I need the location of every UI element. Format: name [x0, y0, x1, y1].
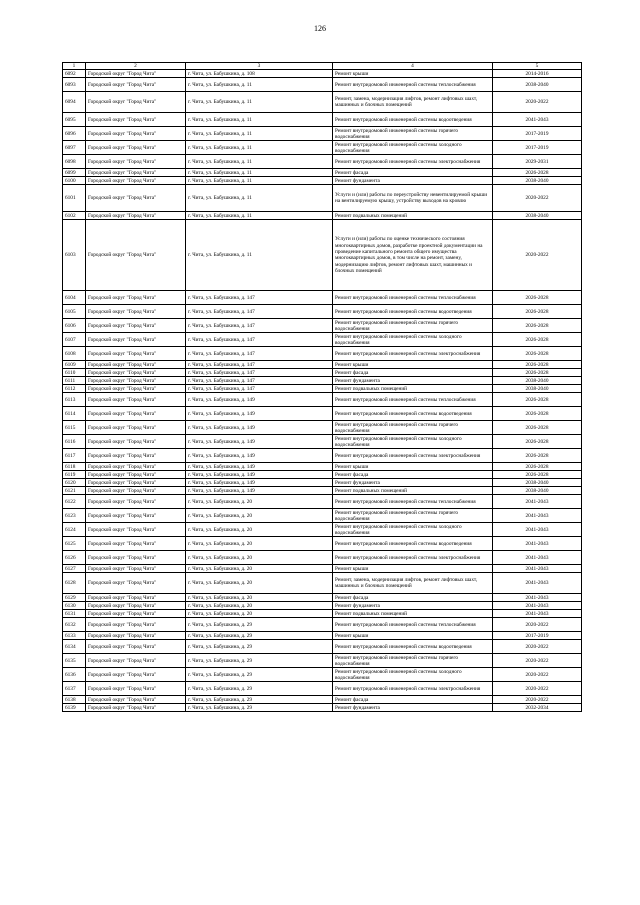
- table-row: [63, 479, 582, 487]
- municipality-cell: Городской округ "Город Чита": [86, 602, 186, 610]
- address-cell: г. Чита, ул. Бабушкина, д. 20: [186, 523, 333, 537]
- address-cell: г. Чита, ул. Бабушкина, д. 20: [186, 537, 333, 551]
- row-number-cell: 6104: [63, 291, 86, 305]
- municipality-cell: Городской округ "Город Чита": [86, 220, 186, 291]
- row-number-cell: 6137: [63, 682, 86, 696]
- row-number-cell: 6123: [63, 509, 86, 523]
- page-number: 126: [314, 24, 326, 33]
- municipality-cell: Городской округ "Город Чита": [86, 212, 186, 220]
- period-cell: 2038-2040: [493, 177, 582, 185]
- address-cell: г. Чита, ул. Бабушкина, д. 20: [186, 565, 333, 573]
- row-number-cell: 6133: [63, 632, 86, 640]
- row-number-cell: 6128: [63, 573, 86, 594]
- period-cell: 2026-2028: [493, 407, 582, 421]
- work-type-cell: Ремонт внутридомовой инженерной системы водоотведения: [333, 305, 493, 319]
- municipality-cell: Городской округ "Город Чита": [86, 155, 186, 169]
- period-cell: 2026-2028: [493, 347, 582, 361]
- municipality-cell: Городской округ "Город Чита": [86, 169, 186, 177]
- row-number-cell: 6126: [63, 551, 86, 565]
- period-cell: 2026-2028: [493, 421, 582, 435]
- table-row: [63, 435, 582, 449]
- row-number-cell: 6092: [63, 70, 86, 78]
- row-number-cell: 6101: [63, 185, 86, 212]
- address-cell: г. Чита, ул. Бабушкина, д. 147: [186, 333, 333, 347]
- period-cell: 2026-2028: [493, 291, 582, 305]
- municipality-cell: Городской округ "Город Чита": [86, 640, 186, 654]
- address-cell: г. Чита, ул. Бабушкина, д. 149: [186, 435, 333, 449]
- table-row: [63, 92, 582, 113]
- period-cell: 2032-2034: [493, 704, 582, 712]
- work-type-cell: Ремонт внутридомовой инженерной системы холодного водоснабжения: [333, 141, 493, 155]
- table-row: [63, 495, 582, 509]
- row-number-cell: 6121: [63, 487, 86, 495]
- period-cell: 2026-2028: [493, 449, 582, 463]
- table-row: [63, 169, 582, 177]
- work-type-cell: Ремонт фундамента: [333, 177, 493, 185]
- period-cell: 2020-2022: [493, 640, 582, 654]
- address-cell: г. Чита, ул. Бабушкина, д. 29: [186, 654, 333, 668]
- row-number-cell: 6130: [63, 602, 86, 610]
- municipality-cell: Городской округ "Город Чита": [86, 523, 186, 537]
- work-type-cell: Ремонт подвальных помещений: [333, 487, 493, 495]
- table-row: [63, 347, 582, 361]
- period-cell: 2041-2043: [493, 495, 582, 509]
- work-type-cell: Ремонт фасада: [333, 594, 493, 602]
- address-cell: г. Чита, ул. Бабушкина, д. 11: [186, 155, 333, 169]
- table-row: [63, 369, 582, 377]
- address-cell: г. Чита, ул. Бабушкина, д. 147: [186, 347, 333, 361]
- table-row: [63, 407, 582, 421]
- municipality-cell: Городской округ "Город Чита": [86, 333, 186, 347]
- work-type-cell: Ремонт крыши: [333, 565, 493, 573]
- address-cell: г. Чита, ул. Бабушкина, д. 20: [186, 573, 333, 594]
- municipality-cell: Городской округ "Город Чита": [86, 291, 186, 305]
- work-type-cell: Ремонт внутридомовой инженерной системы горячего водоснабжения: [333, 319, 493, 333]
- work-type-cell: Ремонт внутридомовой инженерной системы водоотведения: [333, 537, 493, 551]
- period-cell: 2041-2043: [493, 551, 582, 565]
- address-cell: г. Чита, ул. Бабушкина, д. 29: [186, 618, 333, 632]
- table-row: [63, 361, 582, 369]
- period-cell: 2038-2040: [493, 377, 582, 385]
- municipality-cell: Городской округ "Город Чита": [86, 682, 186, 696]
- table-row: [63, 573, 582, 594]
- table-row: [63, 185, 582, 212]
- address-cell: г. Чита, ул. Бабушкина, д. 29: [186, 640, 333, 654]
- municipality-cell: Городской округ "Город Чита": [86, 70, 186, 78]
- table-row: [63, 610, 582, 618]
- address-cell: г. Чита, ул. Бабушкина, д. 20: [186, 509, 333, 523]
- work-type-cell: Ремонт крыши: [333, 361, 493, 369]
- table-row: [63, 537, 582, 551]
- row-number-cell: 6098: [63, 155, 86, 169]
- work-type-cell: Ремонт крыши: [333, 70, 493, 78]
- table-row: [63, 155, 582, 169]
- work-type-cell: Ремонт внутридомовой инженерной системы холодного водоснабжения: [333, 668, 493, 682]
- work-type-cell: Ремонт внутридомовой инженерной системы горячего водоснабжения: [333, 654, 493, 668]
- work-type-cell: Ремонт внутридомовой инженерной системы горячего водоснабжения: [333, 509, 493, 523]
- period-cell: 2020-2022: [493, 668, 582, 682]
- row-number-cell: 6097: [63, 141, 86, 155]
- municipality-cell: Городской округ "Город Чита": [86, 551, 186, 565]
- period-cell: 2017-2019: [493, 127, 582, 141]
- address-cell: г. Чита, ул. Бабушкина, д. 29: [186, 696, 333, 704]
- work-type-cell: Ремонт внутридомовой инженерной системы теплоснабжения: [333, 393, 493, 407]
- table-row: [63, 385, 582, 393]
- period-cell: 2038-2040: [493, 487, 582, 495]
- municipality-cell: Городской округ "Город Чита": [86, 185, 186, 212]
- work-type-cell: Ремонт внутридомовой инженерной системы холодного водоснабжения: [333, 523, 493, 537]
- table-row: [63, 319, 582, 333]
- period-cell: 2041-2043: [493, 602, 582, 610]
- period-cell: 2026-2028: [493, 361, 582, 369]
- work-type-cell: Ремонт внутридомовой инженерной системы водоотведения: [333, 113, 493, 127]
- table-row: [63, 594, 582, 602]
- address-cell: г. Чита, ул. Бабушкина, д. 29: [186, 668, 333, 682]
- municipality-cell: Городской округ "Город Чита": [86, 618, 186, 632]
- address-cell: г. Чита, ул. Бабушкина, д. 147: [186, 291, 333, 305]
- table-row: [63, 141, 582, 155]
- work-type-cell: Ремонт фасада: [333, 369, 493, 377]
- municipality-cell: Городской округ "Город Чита": [86, 377, 186, 385]
- period-cell: 2020-2022: [493, 654, 582, 668]
- address-cell: г. Чита, ул. Бабушкина, д. 20: [186, 551, 333, 565]
- period-cell: 2041-2043: [493, 509, 582, 523]
- row-number-cell: 6115: [63, 421, 86, 435]
- address-cell: г. Чита, ул. Бабушкина, д. 147: [186, 305, 333, 319]
- table-row: [63, 618, 582, 632]
- address-cell: г. Чита, ул. Бабушкина, д. 147: [186, 385, 333, 393]
- table-row: [63, 565, 582, 573]
- work-type-cell: Ремонт фундамента: [333, 602, 493, 610]
- work-type-cell: Ремонт внутридомовой инженерной системы теплоснабжения: [333, 495, 493, 509]
- address-cell: г. Чита, ул. Бабушкина, д. 29: [186, 682, 333, 696]
- municipality-cell: Городской округ "Город Чита": [86, 113, 186, 127]
- work-type-cell: Ремонт фундамента: [333, 377, 493, 385]
- table-row: [63, 632, 582, 640]
- work-type-cell: Ремонт подвальных помещений: [333, 385, 493, 393]
- row-number-cell: 6112: [63, 385, 86, 393]
- row-number-cell: 6105: [63, 305, 86, 319]
- row-number-cell: 6138: [63, 696, 86, 704]
- period-cell: 2017-2019: [493, 141, 582, 155]
- work-type-cell: Ремонт подвальных помещений: [333, 610, 493, 618]
- address-cell: г. Чита, ул. Бабушкина, д. 11: [186, 127, 333, 141]
- row-number-cell: 6094: [63, 92, 86, 113]
- address-cell: г. Чита, ул. Бабушкина, д. 29: [186, 632, 333, 640]
- period-cell: 2020-2022: [493, 696, 582, 704]
- work-type-cell: Ремонт внутридомовой инженерной системы горячего водоснабжения: [333, 421, 493, 435]
- row-number-cell: 6135: [63, 654, 86, 668]
- table-row: [63, 449, 582, 463]
- period-cell: 2017-2019: [493, 632, 582, 640]
- work-type-cell: Ремонт крыши: [333, 632, 493, 640]
- municipality-cell: Городской округ "Город Чита": [86, 347, 186, 361]
- table-row: [63, 602, 582, 610]
- address-cell: г. Чита, ул. Бабушкина, д. 11: [186, 92, 333, 113]
- row-number-cell: 6108: [63, 347, 86, 361]
- row-number-cell: 6124: [63, 523, 86, 537]
- work-type-cell: Ремонт внутридомовой инженерной системы водоотведения: [333, 640, 493, 654]
- work-type-cell: Ремонт фасада: [333, 696, 493, 704]
- municipality-cell: Городской округ "Город Чита": [86, 573, 186, 594]
- table-row: [63, 113, 582, 127]
- period-cell: 2026-2028: [493, 305, 582, 319]
- row-number-cell: 6100: [63, 177, 86, 185]
- work-type-cell: Ремонт внутридомовой инженерной системы горячего водоснабжения: [333, 127, 493, 141]
- municipality-cell: Городской округ "Город Чита": [86, 407, 186, 421]
- period-cell: 2041-2043: [493, 594, 582, 602]
- column-header-1: 1: [63, 63, 86, 70]
- period-cell: 2020-2022: [493, 92, 582, 113]
- period-cell: 2026-2028: [493, 169, 582, 177]
- address-cell: г. Чита, ул. Бабушкина, д. 108: [186, 70, 333, 78]
- column-number-header-row: [63, 63, 582, 70]
- period-cell: 2026-2028: [493, 463, 582, 471]
- table-row: [63, 220, 582, 291]
- address-cell: г. Чита, ул. Бабушкина, д. 20: [186, 610, 333, 618]
- address-cell: г. Чита, ул. Бабушкина, д. 149: [186, 421, 333, 435]
- address-cell: г. Чита, ул. Бабушкина, д. 11: [186, 177, 333, 185]
- municipality-cell: Городской округ "Город Чита": [86, 449, 186, 463]
- row-number-cell: 6119: [63, 471, 86, 479]
- period-cell: 2020-2022: [493, 682, 582, 696]
- municipality-cell: Городской округ "Город Чита": [86, 696, 186, 704]
- address-cell: г. Чита, ул. Бабушкина, д. 29: [186, 704, 333, 712]
- work-type-cell: Ремонт внутридомовой инженерной системы водоотведения: [333, 407, 493, 421]
- period-cell: 2026-2028: [493, 393, 582, 407]
- address-cell: г. Чита, ул. Бабушкина, д. 149: [186, 449, 333, 463]
- address-cell: г. Чита, ул. Бабушкина, д. 11: [186, 113, 333, 127]
- table-row: [63, 333, 582, 347]
- row-number-cell: 6109: [63, 361, 86, 369]
- row-number-cell: 6134: [63, 640, 86, 654]
- row-number-cell: 6139: [63, 704, 86, 712]
- period-cell: 2038-2040: [493, 78, 582, 92]
- work-type-cell: Ремонт внутридомовой инженерной системы электроснабжения: [333, 682, 493, 696]
- row-number-cell: 6111: [63, 377, 86, 385]
- work-type-cell: Услуги и (или) работы по оценке технического состояния многоквартирных домов, разработке проектной документации на проведение капитального ремонта общего имущества многоквартирных домов, в том числе на ремонт, замену, модернизацию лифтов, ремонт лифтовых шахт, машинных и блочных помещений: [333, 220, 493, 291]
- municipality-cell: Городской округ "Город Чита": [86, 654, 186, 668]
- work-type-cell: Ремонт подвальных помещений: [333, 212, 493, 220]
- table-row: [63, 78, 582, 92]
- work-type-cell: Ремонт внутридомовой инженерной системы теплоснабжения: [333, 291, 493, 305]
- municipality-cell: Городской округ "Город Чита": [86, 369, 186, 377]
- row-number-cell: 6132: [63, 618, 86, 632]
- municipality-cell: Городской округ "Город Чита": [86, 319, 186, 333]
- work-type-cell: Ремонт внутридомовой инженерной системы холодного водоснабжения: [333, 435, 493, 449]
- address-cell: г. Чита, ул. Бабушкина, д. 11: [186, 141, 333, 155]
- municipality-cell: Городской округ "Город Чита": [86, 141, 186, 155]
- row-number-cell: 6110: [63, 369, 86, 377]
- address-cell: г. Чита, ул. Бабушкина, д. 11: [186, 169, 333, 177]
- row-number-cell: 6118: [63, 463, 86, 471]
- table-row: [63, 704, 582, 712]
- column-header-2: 2: [86, 63, 186, 70]
- row-number-cell: 6096: [63, 127, 86, 141]
- period-cell: 2026-2028: [493, 319, 582, 333]
- work-type-cell: Ремонт фундамента: [333, 479, 493, 487]
- table-row: [63, 523, 582, 537]
- address-cell: г. Чита, ул. Бабушкина, д. 147: [186, 361, 333, 369]
- municipality-cell: Городской округ "Город Чита": [86, 385, 186, 393]
- municipality-cell: Городской округ "Город Чита": [86, 632, 186, 640]
- municipality-cell: Городской округ "Город Чита": [86, 704, 186, 712]
- address-cell: г. Чита, ул. Бабушкина, д. 149: [186, 487, 333, 495]
- municipality-cell: Городской округ "Город Чита": [86, 479, 186, 487]
- municipality-cell: Городской округ "Город Чита": [86, 393, 186, 407]
- period-cell: 2026-2028: [493, 369, 582, 377]
- work-type-cell: Ремонт внутридомовой инженерной системы теплоснабжения: [333, 78, 493, 92]
- row-number-cell: 6116: [63, 435, 86, 449]
- table-row: [63, 640, 582, 654]
- municipality-cell: Городской округ "Город Чита": [86, 487, 186, 495]
- municipality-cell: Городской округ "Город Чита": [86, 421, 186, 435]
- column-header-4: 4: [333, 63, 493, 70]
- row-number-cell: 6117: [63, 449, 86, 463]
- table-row: [63, 212, 582, 220]
- table-row: [63, 668, 582, 682]
- address-cell: г. Чита, ул. Бабушкина, д. 20: [186, 602, 333, 610]
- address-cell: г. Чита, ул. Бабушкина, д. 20: [186, 594, 333, 602]
- table-row: [63, 305, 582, 319]
- address-cell: г. Чита, ул. Бабушкина, д. 149: [186, 463, 333, 471]
- column-header-3: 3: [186, 63, 333, 70]
- municipality-cell: Городской округ "Город Чита": [86, 610, 186, 618]
- period-cell: 2026-2028: [493, 435, 582, 449]
- table-row: [63, 509, 582, 523]
- period-cell: 2041-2043: [493, 113, 582, 127]
- table-row: [63, 291, 582, 305]
- period-cell: 2041-2043: [493, 573, 582, 594]
- period-cell: 2026-2028: [493, 471, 582, 479]
- period-cell: 2038-2040: [493, 479, 582, 487]
- row-number-cell: 6103: [63, 220, 86, 291]
- table-row: [63, 696, 582, 704]
- address-cell: г. Чита, ул. Бабушкина, д. 149: [186, 471, 333, 479]
- period-cell: 2041-2043: [493, 610, 582, 618]
- address-cell: г. Чита, ул. Бабушкина, д. 11: [186, 185, 333, 212]
- table-row: [63, 177, 582, 185]
- address-cell: г. Чита, ул. Бабушкина, д. 11: [186, 212, 333, 220]
- address-cell: г. Чита, ул. Бабушкина, д. 11: [186, 78, 333, 92]
- period-cell: 2020-2022: [493, 618, 582, 632]
- row-number-cell: 6107: [63, 333, 86, 347]
- address-cell: г. Чита, ул. Бабушкина, д. 147: [186, 377, 333, 385]
- address-cell: г. Чита, ул. Бабушкина, д. 149: [186, 407, 333, 421]
- period-cell: 2014-2016: [493, 70, 582, 78]
- table-row: [63, 551, 582, 565]
- row-number-cell: 6113: [63, 393, 86, 407]
- municipality-cell: Городской округ "Город Чита": [86, 127, 186, 141]
- work-type-cell: Ремонт фундамента: [333, 704, 493, 712]
- table-row: [63, 471, 582, 479]
- row-number-cell: 6129: [63, 594, 86, 602]
- municipality-cell: Городской округ "Город Чита": [86, 78, 186, 92]
- row-number-cell: 6136: [63, 668, 86, 682]
- column-header-5: 5: [493, 63, 582, 70]
- work-type-cell: Ремонт фасада: [333, 471, 493, 479]
- work-type-cell: Ремонт внутридомовой инженерной системы электроснабжения: [333, 347, 493, 361]
- table-row: [63, 377, 582, 385]
- row-number-cell: 6095: [63, 113, 86, 127]
- row-number-cell: 6122: [63, 495, 86, 509]
- municipality-cell: Городской округ "Город Чита": [86, 509, 186, 523]
- work-type-cell: Ремонт внутридомовой инженерной системы электроснабжения: [333, 449, 493, 463]
- work-type-cell: Ремонт внутридомовой инженерной системы электроснабжения: [333, 155, 493, 169]
- row-number-cell: 6127: [63, 565, 86, 573]
- repair-schedule-table: [62, 62, 582, 712]
- table-row: [63, 70, 582, 78]
- table-row: [63, 463, 582, 471]
- work-type-cell: Ремонт внутридомовой инженерной системы теплоснабжения: [333, 618, 493, 632]
- municipality-cell: Городской округ "Город Чита": [86, 92, 186, 113]
- address-cell: г. Чита, ул. Бабушкина, д. 20: [186, 495, 333, 509]
- row-number-cell: 6120: [63, 479, 86, 487]
- work-type-cell: Ремонт фасада: [333, 169, 493, 177]
- municipality-cell: Городской округ "Город Чита": [86, 435, 186, 449]
- work-type-cell: Ремонт крыши: [333, 463, 493, 471]
- work-type-cell: Ремонт внутридомовой инженерной системы электроснабжения: [333, 551, 493, 565]
- period-cell: 2038-2040: [493, 385, 582, 393]
- period-cell: 2026-2028: [493, 333, 582, 347]
- table-row: [63, 487, 582, 495]
- table-row: [63, 393, 582, 407]
- municipality-cell: Городской округ "Город Чита": [86, 537, 186, 551]
- table-row: [63, 127, 582, 141]
- address-cell: г. Чита, ул. Бабушкина, д. 149: [186, 393, 333, 407]
- period-cell: 2041-2043: [493, 523, 582, 537]
- municipality-cell: Городской округ "Город Чита": [86, 495, 186, 509]
- address-cell: г. Чита, ул. Бабушкина, д. 147: [186, 369, 333, 377]
- period-cell: 2020-2022: [493, 220, 582, 291]
- period-cell: 2029-2031: [493, 155, 582, 169]
- work-type-cell: Ремонт, замена, модернизация лифтов, ремонт лифтовых шахт, машинных и блочных помещений: [333, 573, 493, 594]
- municipality-cell: Городской округ "Город Чита": [86, 305, 186, 319]
- row-number-cell: 6114: [63, 407, 86, 421]
- address-cell: г. Чита, ул. Бабушкина, д. 147: [186, 319, 333, 333]
- row-number-cell: 6131: [63, 610, 86, 618]
- municipality-cell: Городской округ "Город Чита": [86, 361, 186, 369]
- period-cell: 2038-2040: [493, 212, 582, 220]
- municipality-cell: Городской округ "Город Чита": [86, 471, 186, 479]
- period-cell: 2041-2043: [493, 537, 582, 551]
- municipality-cell: Городской округ "Город Чита": [86, 565, 186, 573]
- row-number-cell: 6106: [63, 319, 86, 333]
- row-number-cell: 6102: [63, 212, 86, 220]
- table-row: [63, 421, 582, 435]
- municipality-cell: Городской округ "Город Чита": [86, 668, 186, 682]
- address-cell: г. Чита, ул. Бабушкина, д. 149: [186, 479, 333, 487]
- period-cell: 2041-2043: [493, 565, 582, 573]
- row-number-cell: 6093: [63, 78, 86, 92]
- municipality-cell: Городской округ "Город Чита": [86, 463, 186, 471]
- address-cell: г. Чита, ул. Бабушкина, д. 11: [186, 220, 333, 291]
- row-number-cell: 6099: [63, 169, 86, 177]
- work-type-cell: Ремонт, замена, модернизация лифтов, ремонт лифтовых шахт, машинных и блочных помещений: [333, 92, 493, 113]
- work-type-cell: Услуги и (или) работы по переустройству невентилируемой крыши на вентилируемую крышу, устройству выходов на кровлю: [333, 185, 493, 212]
- work-type-cell: Ремонт внутридомовой инженерной системы холодного водоснабжения: [333, 333, 493, 347]
- period-cell: 2020-2022: [493, 185, 582, 212]
- table-row: [63, 682, 582, 696]
- table-row: [63, 654, 582, 668]
- row-number-cell: 6125: [63, 537, 86, 551]
- municipality-cell: Городской округ "Город Чита": [86, 177, 186, 185]
- municipality-cell: Городской округ "Город Чита": [86, 594, 186, 602]
